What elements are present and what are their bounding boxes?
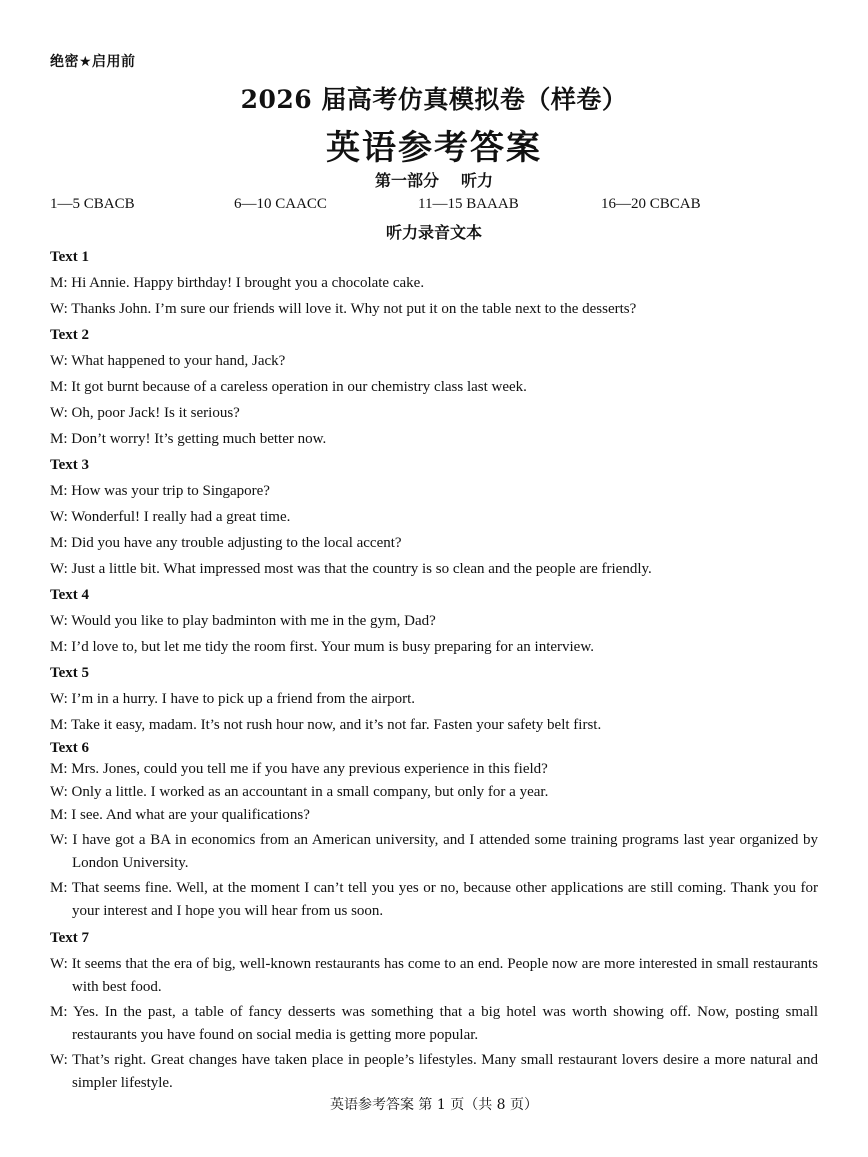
answer-group-3: 11—15 BAAAB [418, 196, 519, 212]
text-heading: Text 2 [50, 327, 90, 343]
text-heading: Text 7 [50, 930, 90, 946]
text-section-4 [50, 582, 818, 660]
dialogue-line: M: Mrs. Jones, could you tell me if you have any previous experience in this field? [50, 761, 548, 777]
confidential-label: 绝密★启用前 [50, 54, 136, 70]
dialogue-line: W: Just a little bit. What impressed most was that the country is so clean and the people are friendly. [50, 561, 652, 577]
dialogue-line: W: I have got a BA in economics from an American university, and I attended some training programs last year organized by London University. [50, 832, 818, 871]
text-heading: Text 5 [50, 665, 90, 681]
dialogue-line: M: Did you have any trouble adjusting to the local accent? [50, 535, 402, 551]
dialogue-line: W: Thanks John. I’m sure our friends will love it. Why not put it on the table next to the desserts? [50, 301, 637, 317]
text-heading: Text 4 [50, 587, 90, 603]
dialogue-line: M: I see. And what are your qualifications? [50, 807, 310, 823]
dialogue-line: W: Only a little. I worked as an accountant in a small company, but only for a year. [50, 784, 549, 800]
text-heading: Text 6 [50, 740, 90, 756]
dialogue-line: W: Would you like to play badminton with me in the gym, Dad? [50, 613, 436, 629]
dialogue-line: M: Yes. In the past, a table of fancy desserts was something that a big hotel was worth showing off. Now, posting small restaurants you have found on social media is getting more popular. [50, 1004, 818, 1043]
dialogue-line: W: It seems that the era of big, well-known restaurants has come to an end. People now are more interested in small restaurants with best food. [50, 956, 818, 995]
document-title: 英语参考答案 [326, 128, 542, 168]
dialogue-line: W: What happened to your hand, Jack? [50, 353, 286, 369]
dialogue-line: M: That seems fine. Well, at the moment I can’t tell you yes or no, because other applications are still coming. Thank you for your interest and I hope you will hear from us soon. [50, 880, 818, 919]
dialogue-line: M: It got burnt because of a careless operation in our chemistry class last week. [50, 379, 527, 395]
answer-row [0, 196, 868, 216]
part-heading [0, 168, 868, 191]
transcript-body [50, 244, 818, 1097]
answer-group-2: 6—10 CAACC [234, 196, 327, 212]
text-section-1 [50, 244, 818, 322]
dialogue-line: M: Hi Annie. Happy birthday! I brought you a chocolate cake. [50, 275, 425, 291]
text-section-5 [50, 660, 818, 738]
answer-group-1: 1—5 CBACB [50, 196, 135, 212]
answer-group-4: 16—20 CBCAB [601, 196, 701, 212]
text-section-6 [50, 738, 818, 923]
dialogue-line: W: Oh, poor Jack! Is it serious? [50, 405, 240, 421]
part-name: 第一部分 [374, 171, 439, 190]
transcript-title: 听力录音文本 [385, 223, 482, 242]
text-heading: Text 3 [50, 457, 90, 473]
dialogue-line: M: Take it easy, madam. It’s not rush hour now, and it’s not far. Fasten your safety belt first. [50, 717, 602, 733]
dialogue-line: W: That’s right. Great changes have taken place in people’s lifestyles. Many small restaurant lovers desire a more natural and simpler lifestyle. [50, 1052, 818, 1091]
exam-title: 2026 届高考仿真模拟卷（样卷） [240, 85, 628, 114]
part-topic: 听力 [461, 171, 494, 190]
text-section-7 [50, 925, 818, 1095]
dialogue-line: M: I’d love to, but let me tidy the room first. Your mum is busy preparing for an interview. [50, 639, 594, 655]
dialogue-line: W: Wonderful! I really had a great time. [50, 509, 291, 525]
page-footer: 英语参考答案 第 1 页（共 8 页） [329, 1097, 539, 1113]
text-heading: Text 1 [50, 249, 90, 265]
text-section-3 [50, 452, 818, 582]
dialogue-line: W: I’m in a hurry. I have to pick up a friend from the airport. [50, 691, 416, 707]
dialogue-line: M: How was your trip to Singapore? [50, 483, 270, 499]
dialogue-line: M: Don’t worry! It’s getting much better now. [50, 431, 327, 447]
text-section-2 [50, 322, 818, 452]
